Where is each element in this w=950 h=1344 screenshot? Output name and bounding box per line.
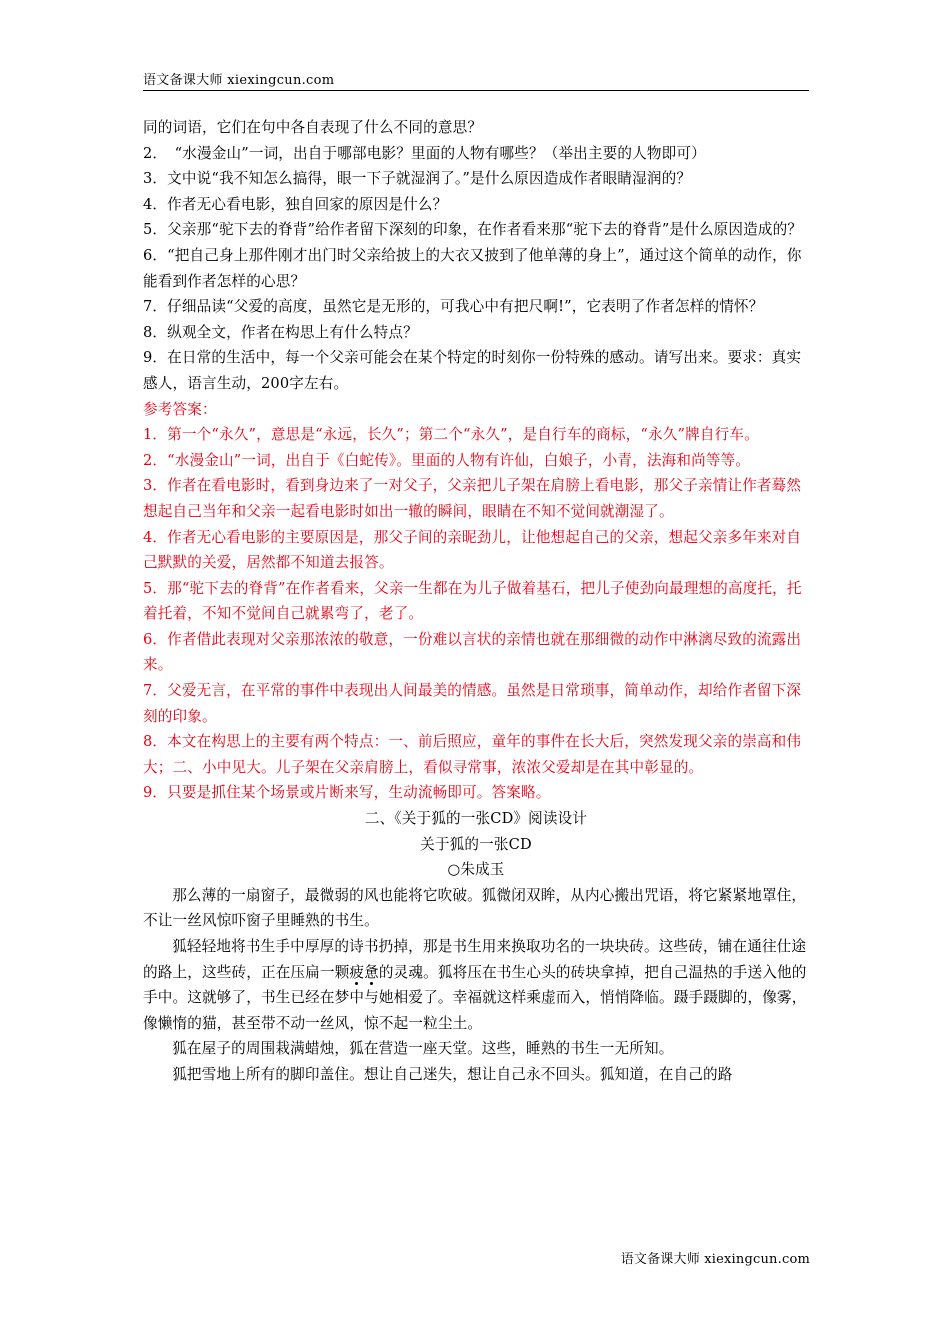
page-header: 语文备课大师 xiexingcun.com (143, 72, 809, 91)
answer-item: 2．“水漫金山”一词，出自于《白蛇传》。里面的人物有许仙，白娘子，小青，法海和尚等等。 (143, 451, 751, 469)
answer-section (143, 397, 809, 807)
paragraph-text: 的灵魂。狐将压在书生心头的砖块拿掉，把自己温热的手送入他的手中。这就够了，书生已经在梦中与她相爱了。幸福就这样乘虚而入，悄悄降临。蹑手蹑脚的，像雾，像懒惰的猫，甚至带不动一丝风，惊不起一粒尘土。 (143, 963, 807, 1032)
emphasis-char: 惫 (364, 963, 379, 981)
question-list (143, 115, 809, 397)
document-body (143, 115, 809, 1088)
answer-item: 4．作者无心看电影的主要原因是，那父子间的亲昵劲儿，让他想起自己的父亲，想起父亲多年来对自己默默的关爱，居然都不知道去报答。 (143, 528, 802, 572)
answer-item: 3．作者在看电影时，看到身边来了一对父子，父亲把儿子架在肩膀上看电影，那父子亲情让作者蓦然想起自己当年和父亲一起看电影时如出一辙的瞬间，眼睛在不知不觉间就潮湿了。 (143, 477, 802, 520)
question-item: 6．“把自己身上那件刚才出门时父亲给披上的大衣又披到了他单薄的身上”，通过这个简单的动作，你能看到作者怎样的心思？ (143, 246, 802, 290)
answer-item: 8．本文在构思上的主要有两个特点：一、前后照应，童年的事件在长大后，突然发现父亲的崇高和伟大；二、小中见大。儿子架在父亲肩膀上，看似寻常事，浓浓父爱却是在其中彰显的。 (143, 733, 802, 776)
article-paragraph: 狐在屋子的周围栽满蜡烛，狐在营造一座天堂。这些，睡熟的书生一无所知。 (172, 1040, 674, 1058)
answer-item: 6．作者借此表现对父亲那浓浓的敬意，一份难以言状的亲情也就在那细微的动作中淋漓尽致的流露出来。 (143, 630, 802, 674)
question-item: 5．父亲那“驼下去的脊背”给作者留下深刻的印象，在作者看来那“驼下去的脊背”是什么原因造成的？ (143, 221, 803, 239)
question-item: 4．作者无心看电影，独自回家的原因是什么？ (143, 195, 448, 213)
article-paragraph (143, 934, 809, 1036)
answer-item: 1．第一个“永久”，意思是“永远，长久”；第二个“永久”，是自行车的商标，“永久”牌自行车。 (143, 426, 759, 444)
article-paragraph: 狐把雪地上所有的脚印盖住。想让自己迷失，想让自己永不回头。狐知道，在自己的路 (172, 1065, 733, 1083)
question-item: 同的词语，它们在句中各自表现了什么不同的意思？ (143, 119, 483, 136)
emphasis-char: 疲 (349, 963, 365, 981)
article-author: ○朱成玉 (447, 861, 505, 879)
answer-item: 7．父爱无言，在平常的事件中表现出人间最美的情感。虽然是日常琐事，简单动作，却给作者留下深刻的印象。 (143, 682, 802, 725)
answer-item: 5．那“驼下去的脊背”在作者看来，父亲一生都在为儿子做着基石，把儿子使劲向最理想的高度托，托着托着，不知不觉间自己就累弯了，老了。 (143, 579, 802, 623)
question-item: 9．在日常的生活中，每一个父亲可能会在某个特定的时刻你一份特殊的感动。请写出来。要求：真实感人，语言生动，200字左右。 (143, 349, 802, 392)
section-heading: 二、《关于狐的一张CD》阅读设计 (364, 810, 588, 828)
answers-title: 参考答案： (143, 400, 217, 418)
page-footer: 语文备课大师 xiexingcun.com (620, 1252, 810, 1267)
article-title: 关于狐的一张CD (420, 835, 532, 853)
article-paragraph: 那么薄的一扇窗子，最微弱的风也能将它吹破。狐微闭双眸，从内心搬出咒语，将它紧紧地罩住，不让一丝风惊吓窗子里睡熟的书生。 (143, 886, 807, 930)
question-item: 8．纵观全文，作者在构思上有什么特点？ (143, 323, 418, 341)
question-item: 7．仔细品读“父爱的高度，虽然它是无形的，可我心中有把尺啊!”，它表明了作者怎样的情怀？ (143, 298, 764, 316)
paragraph-text: 狐轻轻地将书生手中厚厚的诗书扔掉，那是书生用来换取功名的一块块砖。这些砖，铺在通往仕途的路上，这些砖，正在压扁一颗 (143, 938, 807, 981)
question-item: 2． “水漫金山”一词，出自于哪部电影？里面的人物有哪些？（举出主要的人物即可） (143, 144, 706, 162)
question-item: 3．文中说“我不知怎么搞得，眼一下子就湿润了。”是什么原因造成作者眼睛湿润的？ (143, 170, 692, 188)
answer-item: 9．只要是抓住某个场景或片断来写，生动流畅即可。答案略。 (143, 784, 551, 802)
